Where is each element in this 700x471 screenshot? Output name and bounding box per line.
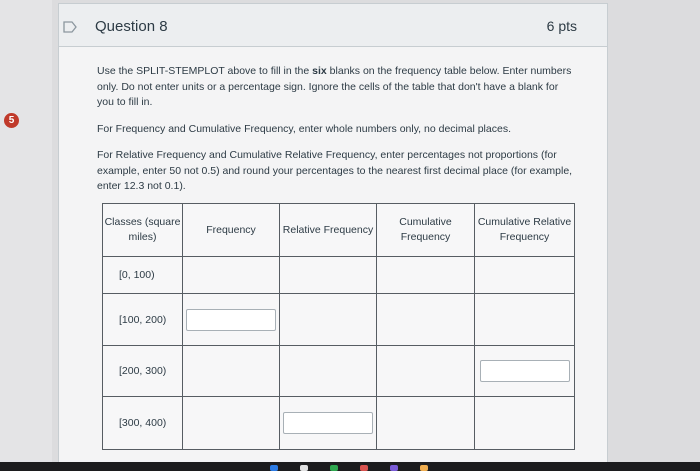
dock-app-icon[interactable] [420,465,428,471]
relative-frequency-cell [280,257,377,294]
frequency-table [102,203,575,450]
frequency-cell [183,346,280,397]
dock-app-icon[interactable] [390,465,398,471]
frequency-cell [183,257,280,294]
header-frequency: Frequency [183,204,280,257]
instruction-paragraph-3: For Relative Frequency and Cumulative Relative Frequency, enter percentages not proportions (for example, enter 50 not 0.5) and round your percentages to the nearest first decimal place (for example, enter 12.3 not 0.1). [97,149,573,192]
table-row [103,294,575,346]
cumulative-relative-frequency-cell [475,397,575,450]
instruction-paragraph-2: For Frequency and Cumulative Frequency, enter whole numbers only, no decimal places. [97,123,511,135]
left-gutter [0,0,52,471]
header-cumulative-relative-frequency: Cumulative Relative Frequency [475,204,575,257]
relative-frequency-cell [280,397,377,450]
class-cell: [300, 400) [103,397,183,450]
question-title: Question 8 [95,18,168,35]
relative-frequency-cell [280,294,377,346]
cumulative-frequency-cell [377,346,475,397]
question-points: 6 pts [546,18,577,34]
flag-icon[interactable] [63,20,77,34]
class-cell: [100, 200) [103,294,183,346]
frequency-cell [183,397,280,450]
table-row [103,397,575,450]
frequency-cell [183,294,280,346]
dock-app-icon[interactable] [270,465,278,471]
table-row [103,346,575,397]
relative-frequency-input-300-400[interactable] [283,412,373,434]
cumulative-relative-frequency-cell [475,294,575,346]
cumulative-relative-frequency-cell [475,257,575,294]
relative-frequency-cell [280,346,377,397]
question-number-badge: 5 [4,113,19,128]
class-cell: [200, 300) [103,346,183,397]
cumulative-frequency-cell [377,294,475,346]
cumulative-relative-frequency-cell [475,346,575,397]
header-classes: Classes (square miles) [103,204,183,257]
dock-app-icon[interactable] [330,465,338,471]
cumulative-frequency-cell [377,257,475,294]
table-header-row [103,204,575,257]
dock-app-icon[interactable] [300,465,308,471]
header-relative-frequency: Relative Frequency [280,204,377,257]
frequency-input-100-200[interactable] [186,309,276,331]
dock-bar [0,462,700,471]
table-row [103,257,575,294]
question-card [58,3,608,471]
instruction-paragraph-1: Use the SPLIT-STEMPLOT above to fill in the six blanks on the frequency table below. Enter numbers only. Do not enter units or a percentage sign. Ignore the cells of the table that don't have a blank for you to fill in. [97,65,572,108]
class-cell: [0, 100) [103,257,183,294]
question-header [59,4,607,47]
cumulative-relative-frequency-input-200-300[interactable] [480,360,570,382]
header-cumulative-frequency: Cumulative Frequency [377,204,475,257]
dock-app-icon[interactable] [360,465,368,471]
frequency-table-wrapper [102,203,575,450]
cumulative-frequency-cell [377,397,475,450]
